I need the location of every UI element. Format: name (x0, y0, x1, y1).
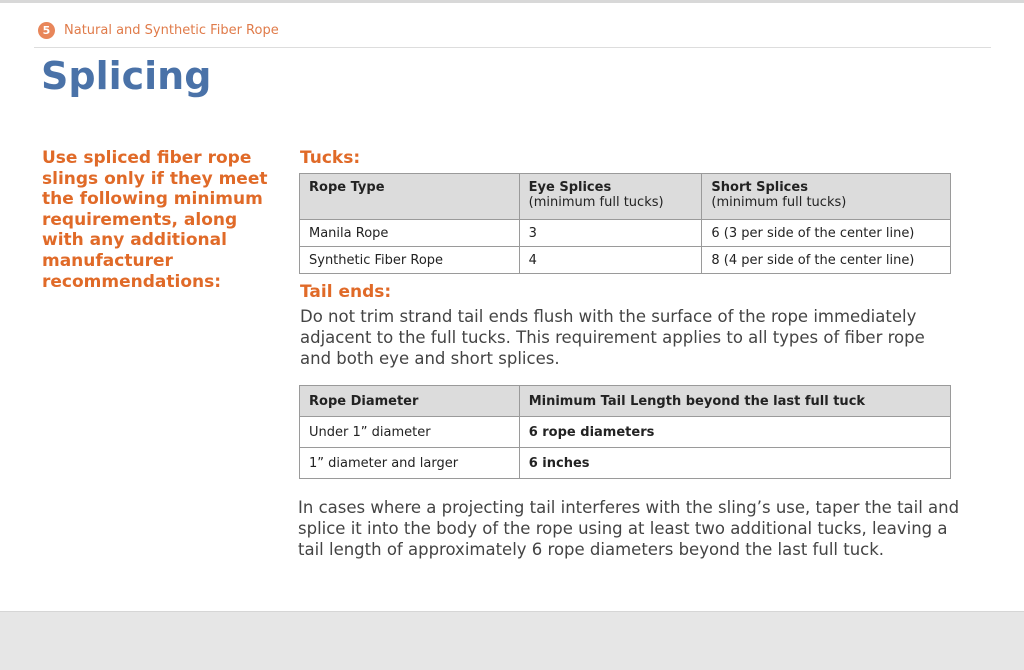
table-row (300, 417, 951, 448)
tail-col-minimum-length: Minimum Tail Length beyond the last full tuck (519, 386, 950, 417)
table-cell: Synthetic Fiber Rope (300, 247, 520, 274)
table-cell: Manila Rope (300, 220, 520, 247)
table-row (300, 448, 951, 479)
chapter-number-badge: 5 (38, 22, 55, 39)
table-cell: 6 (3 per side of the center line) (702, 220, 951, 247)
closing-paragraph: In cases where a projecting tail interferes with the sling’s use, taper the tail and splice it into the body of the rope using at least two additional tucks, leaving a tail length of approximately 6 rope diameters beyond the last full tuck. (298, 498, 960, 559)
top-rule (0, 0, 1024, 3)
table-row (300, 247, 951, 274)
tail-length-table (299, 385, 951, 479)
page-title: Splicing (41, 54, 212, 98)
tail-col-rope-diameter: Rope Diameter (300, 386, 520, 417)
tail-ends-heading: Tail ends: (300, 282, 392, 302)
table-row (300, 220, 951, 247)
table-cell: Under 1” diameter (300, 417, 520, 448)
tail-length-header-row (300, 386, 951, 417)
chapter-title: Natural and Synthetic Fiber Rope (64, 23, 279, 38)
tucks-table (299, 173, 951, 274)
header-divider (34, 47, 991, 48)
tucks-header-row (300, 174, 951, 220)
chapter-header (38, 22, 279, 39)
table-cell: 3 (519, 220, 702, 247)
table-cell: 8 (4 per side of the center line) (702, 247, 951, 274)
table-cell: 4 (519, 247, 702, 274)
table-cell: 6 rope diameters (519, 417, 950, 448)
table-cell: 6 inches (519, 448, 950, 479)
tucks-col-rope-type: Rope Type (300, 174, 520, 220)
table-cell: 1” diameter and larger (300, 448, 520, 479)
footer-band (0, 611, 1024, 670)
tucks-heading: Tucks: (300, 148, 361, 168)
tucks-col-eye-splices: Eye Splices (minimum full tucks) (519, 174, 702, 220)
side-note: Use spliced fiber rope slings only if they meet the following minimum requirements, along with any additional manufacturer recommendations: (42, 148, 268, 292)
tucks-col-short-splices: Short Splices (minimum full tucks) (702, 174, 951, 220)
tail-ends-paragraph: Do not trim strand tail ends flush with the surface of the rope immediately adjacent to the full tucks. This requirement applies to all types of fiber rope and both eye and short splices. (300, 307, 925, 368)
